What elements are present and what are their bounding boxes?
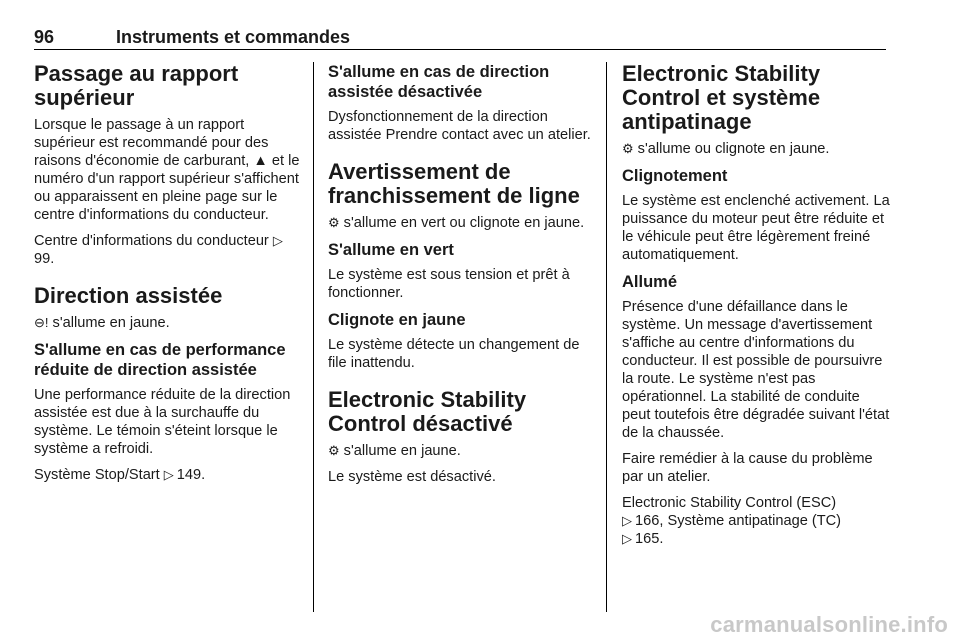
dic-page-ref[interactable]: 99. <box>34 251 55 267</box>
heading-lane-departure: Avertissement de franchissement de ligne <box>328 159 580 208</box>
heading-esc-traction: Electronic Stability Control et système antipatinage <box>622 61 821 134</box>
heading-flashes-yellow: Clignote en jaune <box>328 311 466 329</box>
page-ref-icon: ▷ <box>163 467 174 482</box>
paragraph-steering-disabled: Dysfonctionnement de la direction assistée Prendre contact avec un atelier. <box>328 109 591 143</box>
heading-power-steering: Direction assistée <box>34 283 223 308</box>
heading-upshift: Passage au rapport supérieur <box>34 61 239 110</box>
paragraph-flashes-yellow: Le système détecte un changement de file inattendu. <box>328 337 580 371</box>
paragraph-lit: Présence d'une défaillance dans le système. Un message d'avertissement s'affiche au centre d'informations du conducteur. Il est possible de poursuivre la route. Le système n'est pas opérationnel. La stabilité de conduite peut toutefois être dégradée suivant l'état de la chaussée. <box>622 299 890 441</box>
column-divider-2 <box>606 62 607 612</box>
esc-text: s'allume ou clignote en jaune. <box>637 141 830 157</box>
page-number: 96 <box>34 27 55 47</box>
column-divider-1 <box>313 62 314 612</box>
paragraph-reduced-performance: Une performance réduite de la direction assistée est due à la surchauffe du système. Le témoin s'éteint lorsque le système a refroidi. <box>34 387 291 457</box>
column-3 <box>622 62 890 556</box>
paragraph-dic-reference <box>34 232 302 268</box>
dic-label: Centre d'informations du conducteur <box>34 233 269 249</box>
chapter-title: Instruments et commandes <box>116 27 351 47</box>
paragraph-esc-traction <box>622 140 890 158</box>
heading-lit: Allumé <box>622 273 678 291</box>
paragraph-esc-disabled <box>328 442 592 460</box>
heading-reduced-performance: S'allume en cas de performance réduite de direction assistée <box>34 341 286 379</box>
page-ref-icon: ▷ <box>622 531 632 546</box>
esc-off-icon: ⚙ <box>328 443 340 458</box>
heading-steering-disabled: S'allume en cas de direction assistée désactivée <box>328 63 550 101</box>
paragraph-flashing: Le système est enclenché activement. La puissance du moteur peut être réduite et le véhicule peut être légèrement freiné automatiquement. <box>622 193 890 263</box>
heading-flashing: Clignotement <box>622 167 728 185</box>
paragraph-system-disabled: Le système est désactivé. <box>328 469 496 485</box>
column-2 <box>328 62 592 494</box>
paragraph-upshift: Lorsque le passage à un rapport supérieur est recommandé pour des raisons d'économie de carburant, ▲ et le numéro d'un rapport supérieur s'affichent ou apparaissent en pleine page sur le centre d'informations du conducteur. <box>34 117 300 223</box>
page-ref-icon: ▷ <box>272 233 283 248</box>
paragraph-repair: Faire remédier à la cause du problème par un atelier. <box>622 451 873 485</box>
steering-warning-icon: ⊖! <box>34 315 49 330</box>
stopstart-page-ref[interactable]: 149. <box>176 467 206 483</box>
page-ref-icon: ▷ <box>622 513 632 528</box>
column-1 <box>34 62 302 492</box>
paragraph-esc-references <box>622 494 890 548</box>
ps-text: s'allume en jaune. <box>52 315 170 331</box>
esc-off-text: s'allume en jaune. <box>343 443 461 459</box>
lane-text: s'allume en vert ou clignote en jaune. <box>343 215 585 231</box>
esc-ref-label: Electronic Stability Control (ESC) <box>622 495 837 511</box>
paragraph-stopstart-reference <box>34 466 302 484</box>
lane-departure-icon: ⚙ <box>328 215 340 230</box>
paragraph-lights-green: Le système est sous tension et prêt à fonctionner. <box>328 267 570 301</box>
stopstart-label: Système Stop/Start <box>34 467 160 483</box>
paragraph-power-steering <box>34 314 302 332</box>
heading-esc-disabled: Electronic Stability Control désactivé <box>328 387 527 436</box>
page-header <box>34 27 886 50</box>
tc-page-ref[interactable]: 165. <box>635 531 664 547</box>
paragraph-lane-departure <box>328 214 592 232</box>
esc-page-ref[interactable]: 166, Système antipatinage (TC) <box>635 513 842 529</box>
site-watermark: carmanualsonline.info <box>710 612 948 637</box>
heading-lights-green: S'allume en vert <box>328 241 454 259</box>
esc-icon: ⚙ <box>622 141 634 156</box>
